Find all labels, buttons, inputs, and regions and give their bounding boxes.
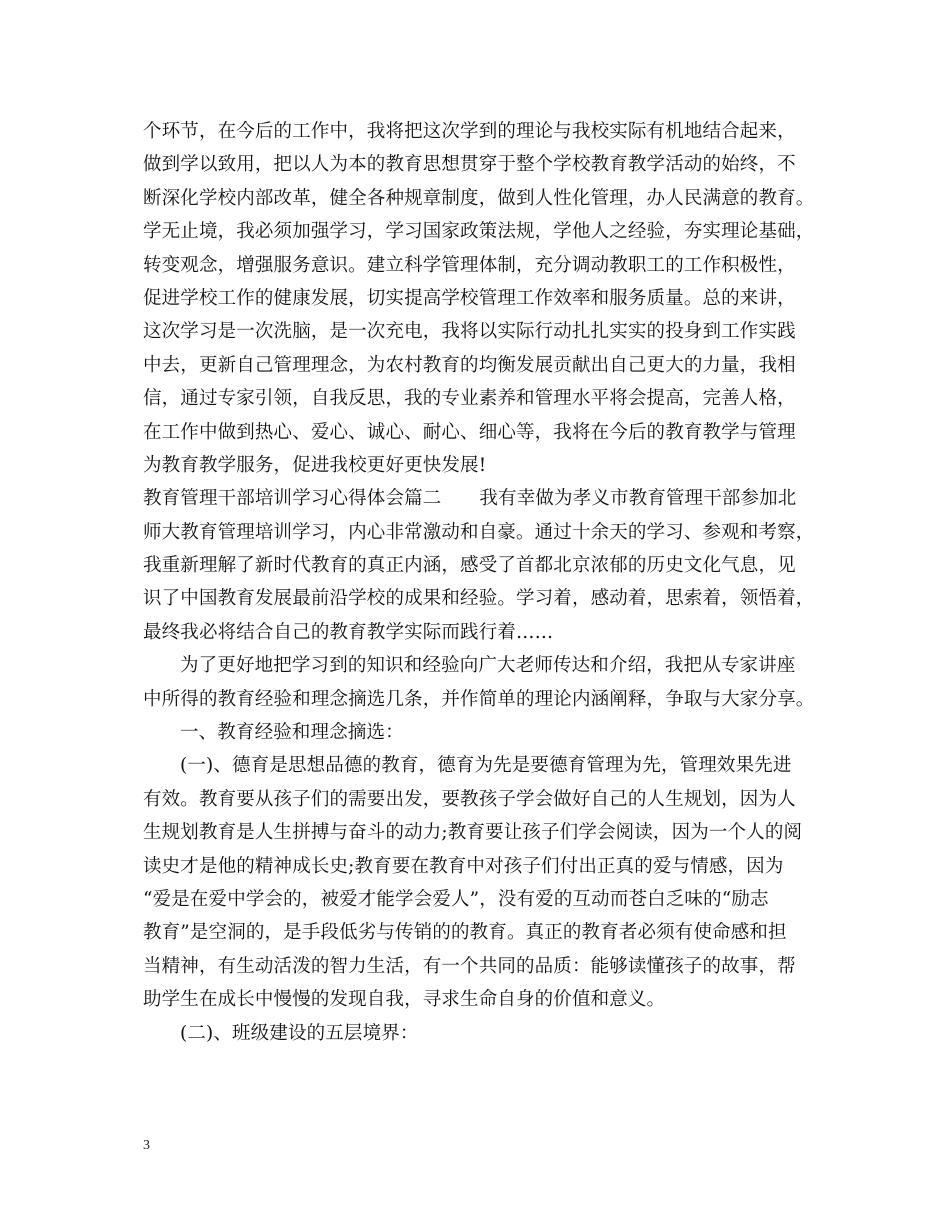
section-title: 教育管理干部培训学习心得体会篇二 [143,488,442,510]
document-body [143,115,823,1050]
text-line: 促进学校工作的健康发展，切实提高学校管理工作效率和服务质量。总的来讲， [143,287,796,309]
text-line: 信，通过专家引领，自我反思，我的专业素养和管理水平将会提高，完善人格， [143,388,796,410]
text-line: 生规划教育是人生拼搏与奋斗的动力;教育要让孩子们学会阅读，因为一个人的阅 [143,822,803,844]
page-number: 3 [143,1138,150,1153]
section-heading: 一、教育经验和理念摘选： [180,722,404,744]
text-line: 最终我必将结合自己的教育教学实际而践行着…… [143,621,554,643]
text-line: 师大教育管理培训学习，内心非常激动和自豪。通过十余天的学习、参观和考察， [143,521,815,543]
text-line: 在工作中做到热心、爱心、诚心、耐心、细心等，我将在今后的教育教学与管理 [143,421,796,443]
section-title-continuation: 我有幸做为孝义市教育管理干部参加北 [479,488,797,510]
text-line: 当精神，有生动活泼的智力生活，有一个共同的品质：能够读懂孩子的故事，帮 [143,955,796,977]
text-line: 中所得的教育经验和理念摘选几条，并作简单的理论内涵阐释，争取与大家分享。 [143,688,815,710]
text-line: 断深化学校内部改革，健全各种规章制度，做到人性化管理，办人民满意的教育。 [143,187,815,209]
text-line: 这次学习是一次洗脑，是一次充电，我将以实际行动扎扎实实的投身到工作实践 [143,321,796,343]
list-item-first-line: (一)、德育是思想品德的教育，德育为先是要德育管理为先，管理效果先进 [180,755,792,777]
text-line: 个环节，在今后的工作中，我将把这次学到的理论与我校实际有机地结合起来， [143,121,796,142]
paragraph-first-line: 为了更好地把学习到的知识和经验向广大老师传达和介绍，我把从专家讲座 [180,655,796,677]
text-line: 读史才是他的精神成长史;教育要在教育中对孩子们付出正真的爱与情感，因为 [143,855,784,877]
text-line: “爱是在爱中学会的，被爱才能学会爱人”，没有爱的互动而苍白乏味的“励志 [143,888,769,910]
text-line: 我重新理解了新时代教育的真正内涵，感受了首都北京浓郁的历史文化气息，见 [143,555,796,577]
text-line: 为教育教学服务，促进我校更好更快发展! [143,454,487,476]
text-line: 中去，更新自己管理理念，为农村教育的均衡发展贡献出自己更大的力量，我相 [143,354,796,376]
text-line: 学无止境，我必须加强学习，学习国家政策法规，学他人之经验，夯实理论基础， [143,221,815,243]
text-line: 有效。教育要从孩子们的需要出发，要教孩子学会做好自己的人生规划，因为人 [143,788,796,810]
section-title-line [143,482,823,515]
text-line: 助学生在成长中慢慢的发现自我，寻求生命自身的价值和意义。 [143,989,666,1011]
text-line: 识了中国教育发展最前沿学校的成果和经验。学习着，感动着，思索着，领悟着， [143,588,815,610]
text-line: 教育”是空洞的，是手段低劣与传销的的教育。真正的教育者必须有使命感和担 [143,922,787,944]
text-line: 转变观念，增强服务意识。建立科学管理体制，充分调动教职工的工作积极性， [143,254,796,276]
text-line: 做到学以致用，把以人为本的教育思想贯穿于整个学校教育教学活动的始终，不 [143,154,796,176]
list-item-heading: (二)、班级建设的五层境界： [180,1022,419,1044]
